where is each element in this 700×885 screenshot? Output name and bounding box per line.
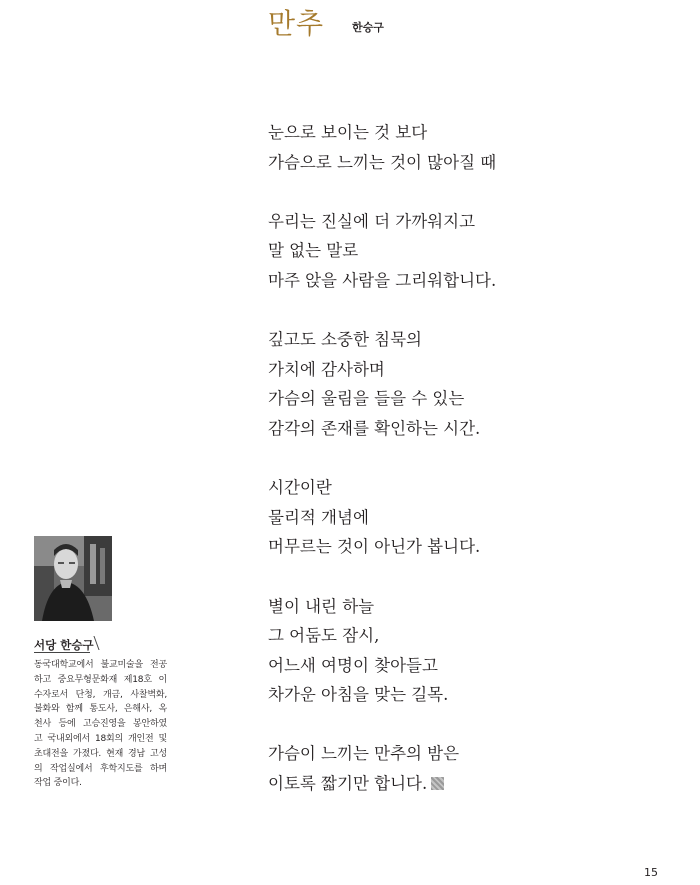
bio-line: 고 국내외에서 18회의 개인전 및 [34,733,167,744]
poem-line-last [268,769,668,799]
poem-line: 시간이란 [268,478,332,498]
author-portrait-image [34,536,112,621]
poem-line-text: 이토록 짧기만 합니다. [268,774,428,794]
bio-line: 하고 중요무형문화재 제18호 이 [34,674,167,685]
poem-line: 별이 내린 하늘 [268,596,375,616]
poem-line: 물리적 개념에 [268,507,369,527]
poem-line: 깊고도 소중한 침묵의 [268,330,422,350]
bio-line: 초대전을 가졌다. 현재 경남 고성 [34,748,167,759]
poem-line: 머무르는 것이 아닌가 봅니다. [268,537,481,557]
stanza [268,118,668,177]
poem-line: 차가운 아침을 맞는 길목. [268,685,449,705]
bio-line: 불화와 함께 통도사, 은해사, 옥 [34,704,167,715]
stanza [268,207,668,296]
poem-author: 한승구 [352,21,384,34]
bio-line: 작업 중이다. [34,778,82,789]
stanza [268,739,668,798]
poem-line: 가슴으로 느끼는 것이 많아질 때 [268,152,497,172]
bio-divider [34,652,90,653]
poem-line: 눈으로 보이는 것 보다 [268,123,428,142]
poem-title: 만추 [268,7,325,40]
end-mark-icon [431,777,444,790]
bio-line: 천사 등에 고승진영을 봉안하였 [34,719,167,730]
stanza [268,473,668,562]
stanza [268,325,668,443]
bio-line: 의 작업실에서 후학지도를 하며 [34,763,167,774]
poem-line: 가치에 감사하며 [268,359,385,379]
poem-body [268,118,668,828]
stanza [268,592,668,710]
bio-line: 수자로서 단청, 개금, 사찰벽화, [34,689,167,700]
page-number: 15 [644,866,658,879]
poem-line: 우리는 진실에 더 가까워지고 [268,211,476,231]
poem-line: 어느새 여명이 찾아들고 [268,655,438,675]
author-photo [34,536,112,621]
poem-line: 그 어둠도 잠시, [268,626,380,646]
bio-line: 동국대학교에서 불교미술을 전공 [34,660,167,670]
author-bio [34,658,167,791]
bio-author-name: 서당 한승구 [34,638,94,652]
poem-line: 가슴의 울림을 들을 수 있는 [268,389,465,409]
poem-line: 가슴이 느끼는 만추의 밤은 [268,744,460,764]
poem-line: 말 없는 말로 [268,241,359,261]
poem-line: 감각의 존재를 확인하는 시간. [268,418,481,438]
poem-line: 마주 앉을 사람을 그리워합니다. [268,270,497,290]
